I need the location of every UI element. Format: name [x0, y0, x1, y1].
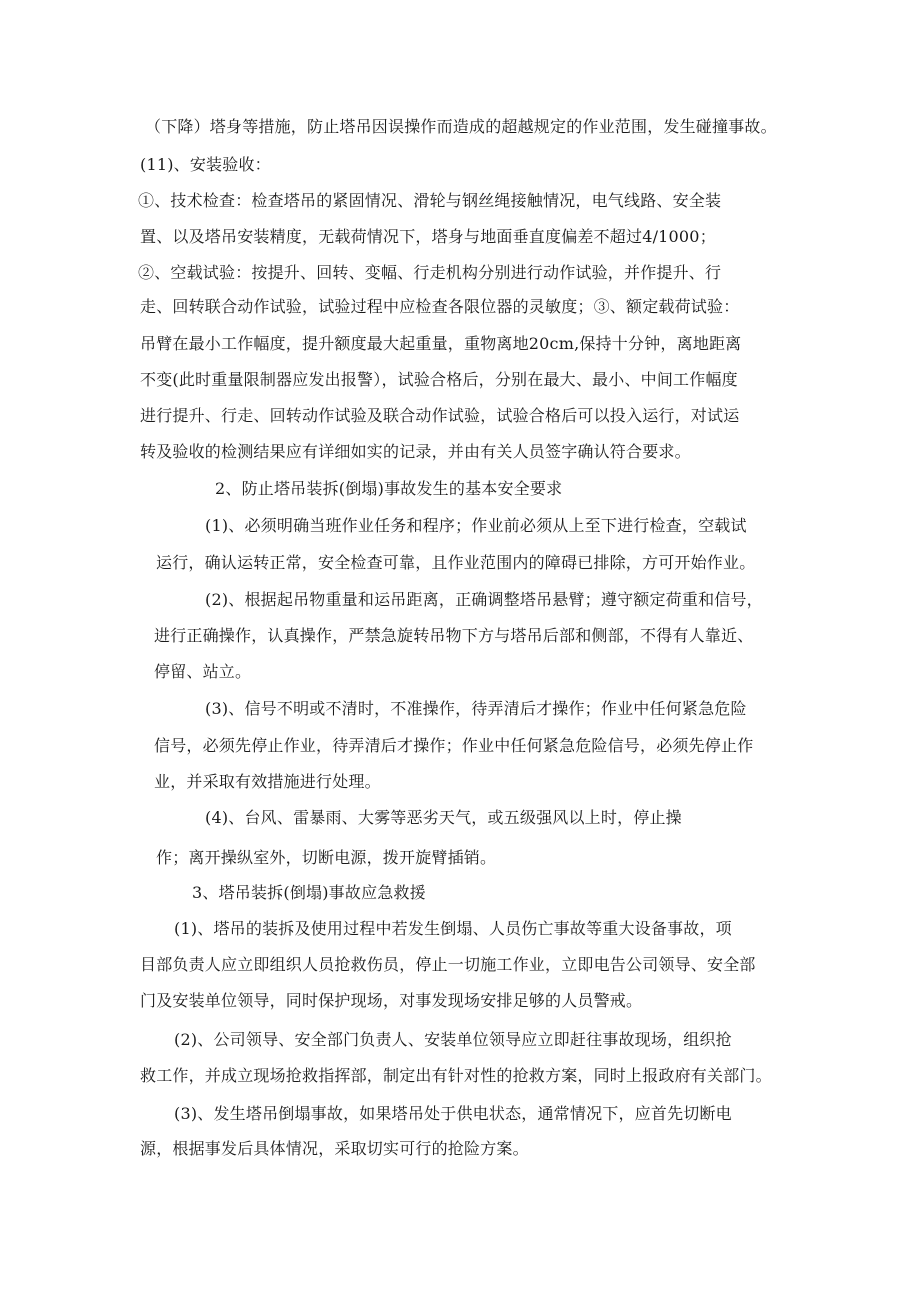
text-line: 走、回转联合动作试验，试验过程中应检查各限位器的灵敏度；③、额定载荷试验： [140, 297, 740, 316]
section-heading: 2、防止塔吊装拆(倒塌)事故发生的基本安全要求 [215, 479, 563, 498]
section-heading: (11)、安装验收： [140, 155, 271, 174]
text-line: 信号，必须先停止作业，待弄清后才操作；作业中任何紧急危险信号，必须先停止作 [154, 736, 754, 755]
text-line: ①、技术检查：检查塔吊的紧固情况、滑轮与钢丝绳接触情况，电气线路、安全装 [138, 191, 722, 210]
text-line: 业，并采取有效措施进行处理。 [154, 772, 381, 791]
text-line: (4)、台风、雷暴雨、大雾等恶劣天气，或五级强风以上时，停止操 [205, 808, 682, 827]
text-line: 吊臂在最小工作幅度，提升额度最大起重量，重物离地20cm,保持十分钟，离地距离 [140, 334, 742, 353]
text-line: (2)、根据起吊物重量和运吊距离，正确调整塔吊悬臂；遵守额定荷重和信号， [205, 590, 763, 609]
text-line: 置、以及塔吊安装精度，无载荷情况下，塔身与地面垂直度偏差不超过4/1000； [140, 227, 716, 246]
text-line: (1)、塔吊的装拆及使用过程中若发生倒塌、人员伤亡事故等重大设备事故，项 [174, 919, 732, 938]
text-line: 目部负责人应立即组织人员抢救伤员，停止一切施工作业，立即电告公司领导、安全部 [140, 955, 756, 974]
text-line: 作；离开操纵室外，切断电源，拨开旋臂插销。 [156, 848, 497, 867]
text-line: （下降）塔身等措施，防止塔吊因误操作而造成的超越规定的作业范围，发生碰撞事故。 [145, 117, 777, 136]
text-line: (3)、发生塔吊倒塌事故，如果塔吊处于供电状态，通常情况下，应首先切断电 [174, 1104, 732, 1123]
text-line: 转及验收的检测结果应有详细如实的记录，并由有关人员签字确认符合要求。 [140, 442, 691, 461]
text-line: (1)、必须明确当班作业任务和程序；作业前必须从上至下进行检查，空载试 [205, 516, 747, 535]
section-heading: 3、塔吊装拆(倒塌)事故应急救援 [192, 883, 426, 902]
text-line: 源，根据事发后具体情况，采取切实可行的抢险方案。 [140, 1139, 529, 1158]
text-line: 停留、站立。 [154, 662, 252, 681]
text-line: 救工作，并成立现场抢救指挥部，制定出有针对性的抢救方案，同时上报政府有关部门。 [140, 1066, 772, 1085]
text-line: 运行，确认运转正常，安全检查可靠，且作业范围内的障碍已排除，方可开始作业。 [156, 553, 756, 572]
text-line: (2)、公司领导、安全部门负责人、安装单位领导应立即赶往事故现场，组织抢 [174, 1030, 732, 1049]
text-line: 不变(此时重量限制器应发出报警），试验合格后，分别在最大、最小、中间工作幅度 [140, 370, 738, 389]
text-line: 进行提升、行走、回转动作试验及联合动作试验，试验合格后可以投入运行，对试运 [140, 406, 740, 425]
text-line: 门及安装单位领导，同时保护现场，对事发现场安排足够的人员警戒。 [140, 991, 643, 1010]
text-line: ②、空载试验：按提升、回转、变幅、行走机构分别进行动作试验，并作提升、行 [138, 263, 722, 282]
text-line: 进行正确操作，认真操作，严禁急旋转吊物下方与塔吊后部和侧部，不得有人靠近、 [154, 626, 754, 645]
text-line: (3)、信号不明或不清时，不准操作，待弄清后才操作；作业中任何紧急危险 [205, 699, 747, 718]
